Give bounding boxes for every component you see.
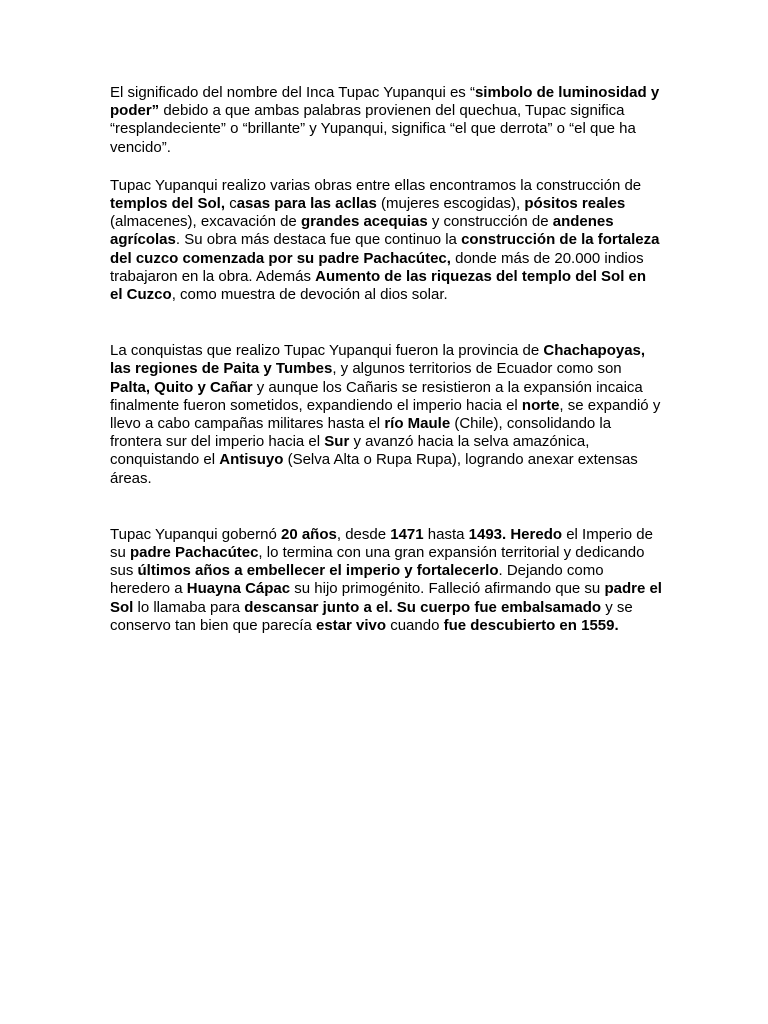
text-run: . Dejando como heredero a — [110, 562, 604, 598]
bold-text-run: Huayna Cápac — [186, 580, 291, 598]
paragraph-obras — [110, 177, 662, 304]
text-run: (Chile), consolidando la frontera sur del imperio hacia el — [110, 415, 612, 451]
bold-text-run: 1493. Heredo — [468, 525, 563, 543]
bold-text-run: Sur — [324, 433, 350, 451]
text-run: y avanzó hacia la selva amazónica, conquistando el — [110, 433, 590, 469]
text-run: y se conservo tan bien que parecía — [110, 598, 633, 634]
text-run: , desde — [336, 525, 391, 543]
bold-text-run: grandes acequias — [300, 213, 428, 231]
text-run: , como muestra de devoción al dios solar. — [171, 286, 448, 304]
text-run: su hijo primogénito. Falleció afirmando que su — [290, 580, 605, 598]
text-run: y aunque los Cañaris se resistieron a la expansión incaica finalmente fueron sometidos, expandiendo el imperio hacia el — [110, 378, 643, 414]
text-run: el Imperio de su — [110, 525, 653, 562]
bold-text-run: templos del Sol, — [110, 195, 226, 213]
document-page — [110, 84, 662, 635]
bold-text-run: Antisuyo — [219, 451, 284, 469]
text-run: Tupac Yupanqui realizo varias obras entre ellas encontramos la construcción de — [110, 176, 642, 194]
text-run: y construcción de — [427, 213, 553, 231]
text-run: (mujeres escogidas), — [376, 195, 525, 213]
text-run: (Selva Alta o Rupa Rupa), logrando anexar extensas áreas. — [110, 451, 638, 487]
bold-text-run: simbolo de luminosidad y poder” — [110, 84, 660, 120]
bold-text-run: padre el Sol — [110, 580, 662, 616]
bold-text-run: asas para las acllas — [236, 195, 377, 213]
bold-text-run: 20 años — [280, 525, 337, 543]
text-run: lo llamaba para — [133, 598, 245, 616]
text-run: donde más de 20.000 indios trabajaron en la obra. Además — [110, 249, 644, 285]
bold-text-run: descansar junto a el. Su cuerpo fue embalsamado — [244, 598, 602, 616]
text-run: Tupac Yupanqui gobernó — [110, 525, 281, 543]
bold-text-run: río Maule — [384, 415, 451, 433]
text-run: . Su obra más destaca fue que continuo la — [175, 231, 462, 249]
bold-text-run: Palta, Quito y Cañar — [110, 378, 253, 396]
text-run: El significado del nombre del Inca Tupac Yupanqui es “ — [110, 84, 475, 101]
paragraph-significado-nombre — [110, 84, 662, 157]
bold-text-run: padre Pachacútec — [130, 544, 259, 562]
text-run: La conquistas que realizo Tupac Yupanqui fueron la provincia de — [110, 342, 544, 360]
bold-text-run: últimos años a embellecer el imperio y fortalecerlo — [137, 562, 499, 580]
text-run: debido a que ambas palabras provienen del quechua, Tupac significa “resplandeciente” o “brillante” y Yupanqui, significa “el que derrota” o “el que ha vencido”. — [110, 102, 636, 156]
bold-text-run: Chachapoyas, las regiones de Paita y Tumbes — [110, 342, 646, 378]
bold-text-run: construcción de la fortaleza del cuzco comenzada por su padre Pachacútec, — [110, 231, 660, 267]
text-run: cuando — [386, 616, 444, 634]
bold-text-run: estar vivo — [315, 616, 387, 634]
text-run: , se expandió y llevo a cabo campañas militares hasta el — [110, 396, 661, 433]
bold-text-run: norte — [521, 396, 560, 414]
paragraph-conquistas — [110, 342, 662, 488]
text-run: c — [225, 195, 237, 213]
paragraph-gobierno — [110, 526, 662, 635]
bold-text-run: pósitos reales — [524, 195, 626, 213]
bold-text-run: Aumento de las riquezas del templo del Sol en el Cuzco — [110, 267, 647, 304]
bold-text-run: andenes agrícolas — [110, 213, 614, 249]
text-run: , lo termina con una gran expansión territorial y dedicando sus — [110, 544, 645, 580]
bold-text-run: 1471 — [390, 525, 424, 543]
text-run: (almacenes), excavación de — [110, 213, 301, 231]
text-run: hasta — [423, 525, 469, 543]
bold-text-run: fue descubierto en 1559. — [443, 616, 619, 634]
text-run: , y algunos territorios de Ecuador como son — [332, 360, 622, 378]
